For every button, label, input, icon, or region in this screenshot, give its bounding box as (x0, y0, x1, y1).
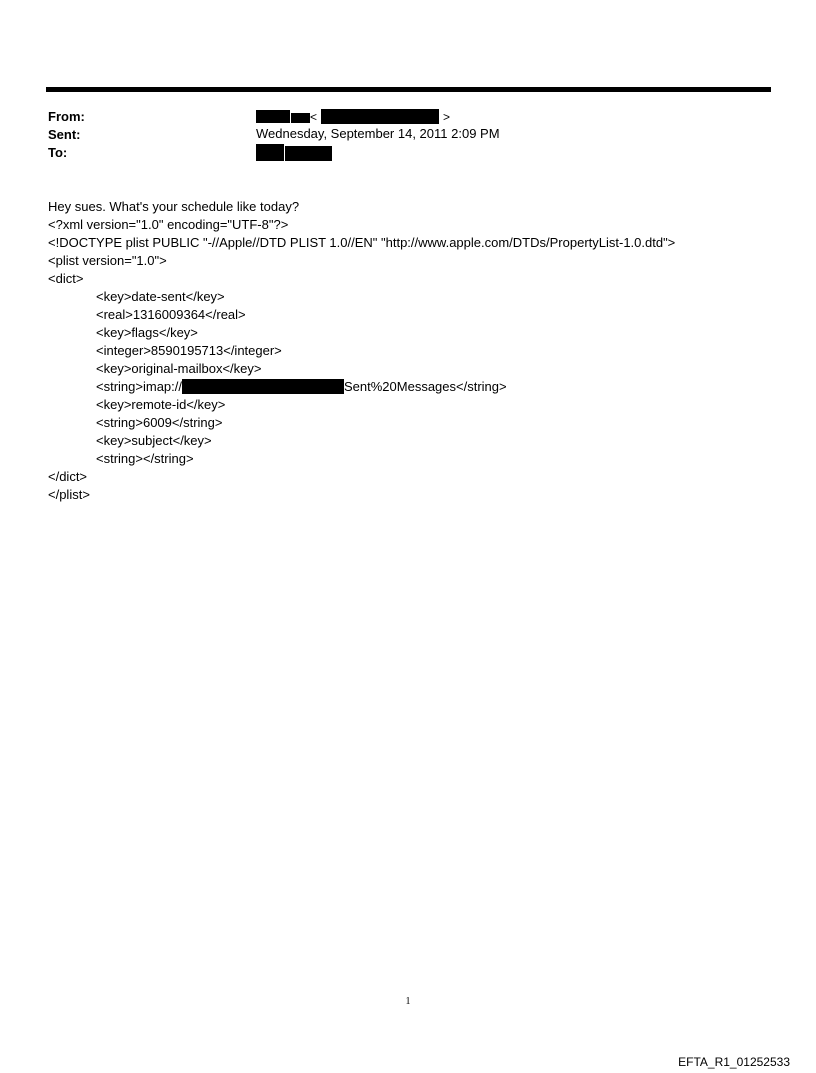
key-flags-line: <key>flags</key> (96, 325, 198, 340)
from-close-bracket: > (443, 109, 451, 124)
key-date-sent-line: <key>date-sent</key> (96, 289, 225, 304)
greeting-line: Hey sues. What's your schedule like today? (48, 199, 300, 214)
plist-open-line: <plist version="1.0"> (48, 253, 167, 268)
integer-value-line: <integer>8590195713</integer> (96, 343, 282, 358)
key-original-mailbox-line: <key>original-mailbox</key> (96, 361, 262, 376)
dict-close-line: </dict> (48, 469, 88, 484)
string-remote-id-line: <string>6009</string> (96, 415, 223, 430)
header-rule (46, 87, 771, 92)
redaction-block (285, 146, 332, 161)
sent-value: Wednesday, September 14, 2011 2:09 PM (256, 126, 500, 141)
string-imap-suffix: Sent%20Messages</string> (344, 379, 507, 394)
key-subject-line: <key>subject</key> (96, 433, 212, 448)
sent-label: Sent: (48, 127, 81, 142)
doctype-line: <!DOCTYPE plist PUBLIC "-//Apple//DTD PLIST 1.0//EN" "http://www.apple.com/DTDs/PropertyList-1.0.dtd"> (48, 235, 676, 250)
to-label: To: (48, 145, 68, 160)
from-value (256, 108, 450, 124)
real-value-line: <real>1316009364</real> (96, 307, 246, 322)
from-open-bracket: < (310, 109, 318, 124)
redaction-block (256, 110, 290, 123)
from-label: From: (48, 109, 85, 124)
string-imap-prefix: <string>imap:// (96, 379, 182, 394)
redaction-block (256, 144, 284, 161)
to-value (256, 144, 332, 161)
redaction-block (291, 113, 310, 123)
redaction-block (321, 109, 439, 124)
string-imap-line (48, 378, 675, 396)
string-subject-line: <string></string> (96, 451, 194, 466)
key-remote-id-line: <key>remote-id</key> (96, 397, 226, 412)
xml-declaration-line: <?xml version="1.0" encoding="UTF-8"?> (48, 217, 289, 232)
page-number: 1 (405, 996, 411, 1007)
email-body (48, 198, 675, 504)
dict-open-line: <dict> (48, 271, 84, 286)
bates-number: EFTA_R1_01252533 (678, 1055, 790, 1069)
redaction-block (182, 379, 344, 394)
plist-close-line: </plist> (48, 487, 90, 502)
